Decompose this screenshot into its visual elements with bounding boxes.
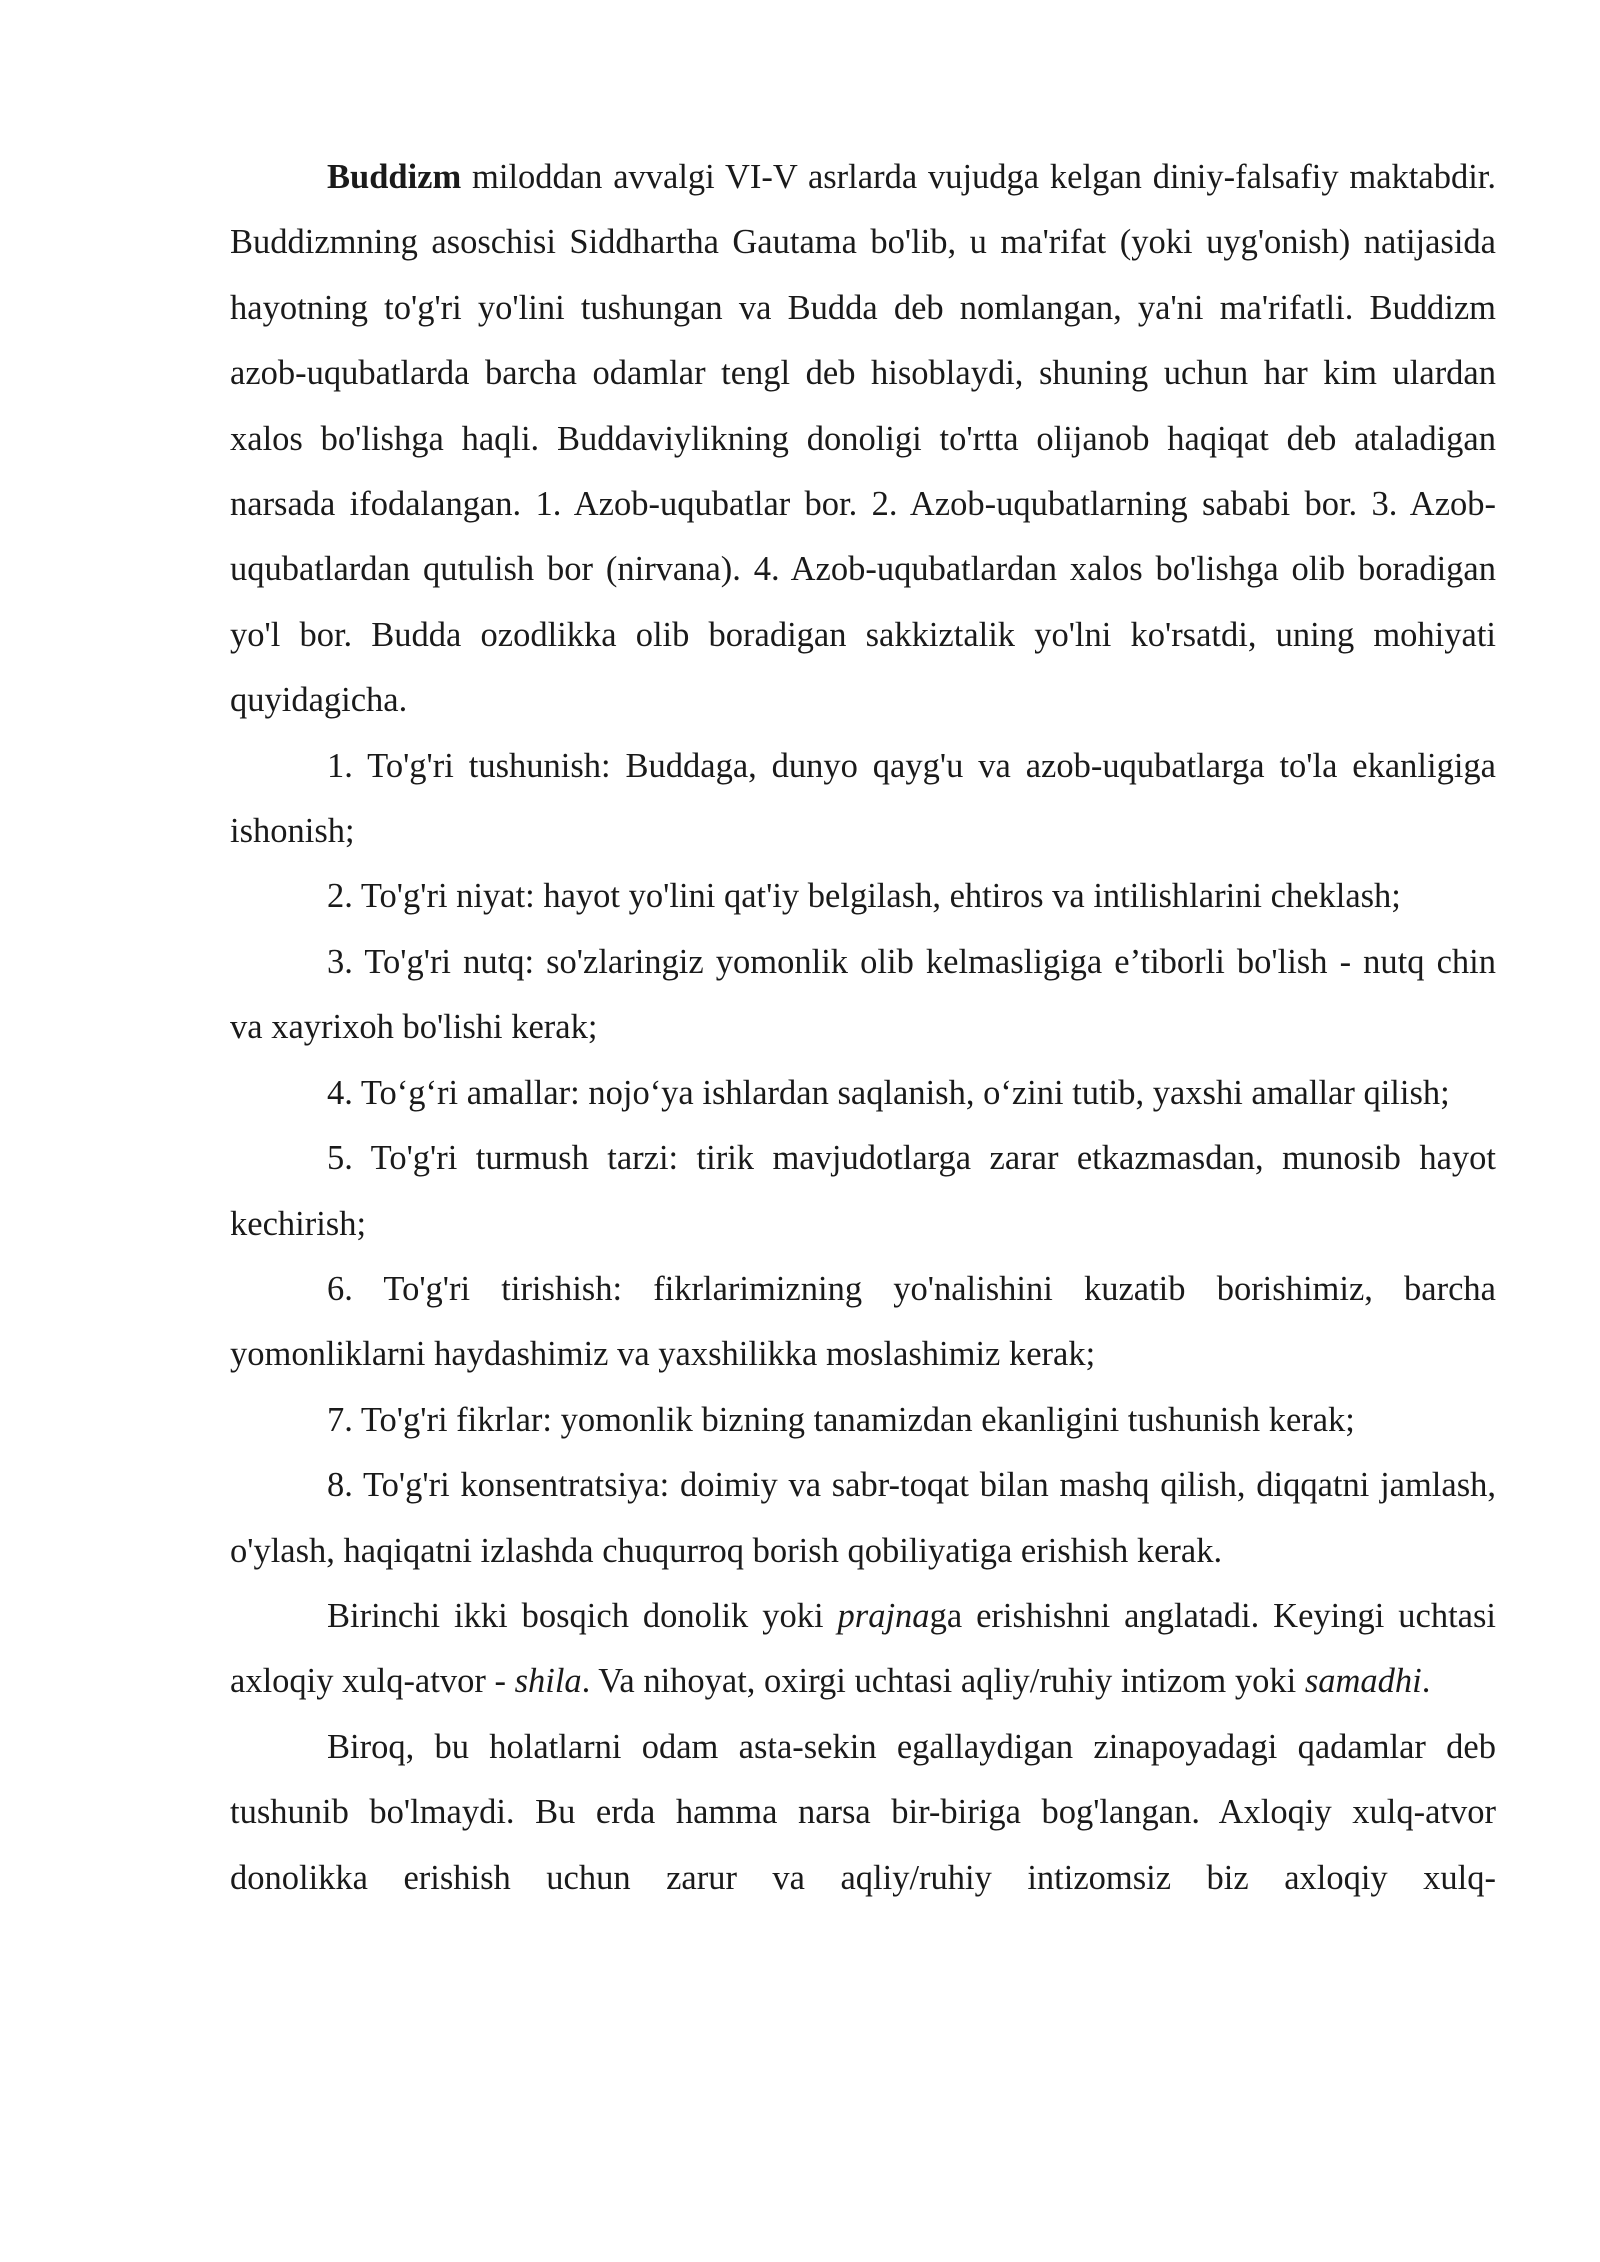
path-item-6: 6. To'g'ri tirishish: fikrlarimizning yo'nalishini kuzatib borishimiz, barcha yomonliklarni haydashimiz va yaxshilikka moslashimiz kerak; — [230, 1269, 1496, 1374]
stages-text-3: . Va nihoyat, oxirgi uchtasi aqliy/ruhiy intizom yoki — [581, 1662, 1305, 1701]
path-item-4: 4. To‘g‘ri amallar: nojo‘ya ishlardan saqlanish, o‘zini tutib, yaxshi amallar qilish; — [327, 1073, 1450, 1112]
path-item-7: 7. To'g'ri fikrlar: yomonlik bizning tanamizdan ekanligini tushunish kerak; — [327, 1400, 1355, 1439]
path-item-1: 1. To'g'ri tushunish: Buddaga, dunyo qayg'u va azob-uqubatlarga to'la ekanligiga ishonish; — [230, 746, 1496, 851]
document-page — [230, 145, 1496, 1911]
samadhi-term: samadhi — [1304, 1662, 1422, 1701]
shila-term: shila — [514, 1662, 582, 1701]
path-item-5: 5. To'g'ri turmush tarzi: tirik mavjudotlarga zarar etkazmasdan, munosib hayot kechirish; — [230, 1139, 1496, 1243]
path-item-8: 8. To'g'ri konsentratsiya: doimiy va sabr-toqat bilan mashq qilish, diqqatni jamlash, o'ylash, haqiqatni izlashda chuqurroq borish qobiliyatiga erishish kerak. — [230, 1466, 1496, 1570]
stages-text-2: ga erishishni anglatadi. Keyingi uchtasi axloqiy xulq-atvor - — [230, 1596, 1496, 1701]
intro-text: miloddan avvalgi VI-V asrlarda vujudga kelgan diniy-falsafiy maktabdir. Buddizmning asoschisi Siddhartha Gautama bo'lib, u ma'rifat (yoki uyg'onish) natijasida hayotning to'g'ri yo'lini tushungan va Budda deb nomlangan, ya'ni ma'rifatli. Buddizm azob-uqubatlarda barcha odamlar tengl deb hisoblaydi, shuning uchun har kim ulardan xalos bo'lishga haqli. Buddaviylikning donoligi to'rtta olijanob haqiqat deb ataladigan narsada ifodalangan. 1. Azob-uqubatlar bor. 2. Azob-uqubatlarning sababi bor. 3. Azob-uqubatlardan qutulish bor (nirvana). 4. Azob-uqubatlardan xalos bo'lishga olib boradigan yo'l bor. Budda ozodlikka olib boradigan sakkiztalik yo'lni ko'rsatdi, uning mohiyati quyidagicha. — [230, 158, 1496, 720]
stages-text-4: . — [1421, 1662, 1431, 1701]
prajna-term: prajna — [837, 1596, 930, 1635]
intro-paragraph — [230, 145, 1496, 734]
closing-paragraph: Biroq, bu holatlarni odam asta-sekin egallaydigan zinapoyadagi qadamlar deb tushunib bo'lmaydi. Bu erda hamma narsa bir-biriga bog'langan. Axloqiy xulq-atvor donolikka erishish uchun zarur va aqliy/ruhiy intizomsiz biz axloqiy xulq- — [230, 1727, 1496, 1897]
buddizm-term: Buddizm — [327, 158, 462, 196]
stages-text-1: Birinchi ikki bosqich donolik yoki — [327, 1596, 838, 1635]
path-item-2: 2. To'g'ri niyat: hayot yo'lini qat'iy belgilash, ehtiros va intilishlarini cheklash; — [327, 877, 1401, 916]
path-item-3: 3. To'g'ri nutq: so'zlaringiz yomonlik olib kelmasligiga e’tiborli bo'lish - nutq chin va xayrixoh bo'lishi kerak; — [230, 942, 1496, 1047]
stages-paragraph — [230, 1584, 1496, 1715]
